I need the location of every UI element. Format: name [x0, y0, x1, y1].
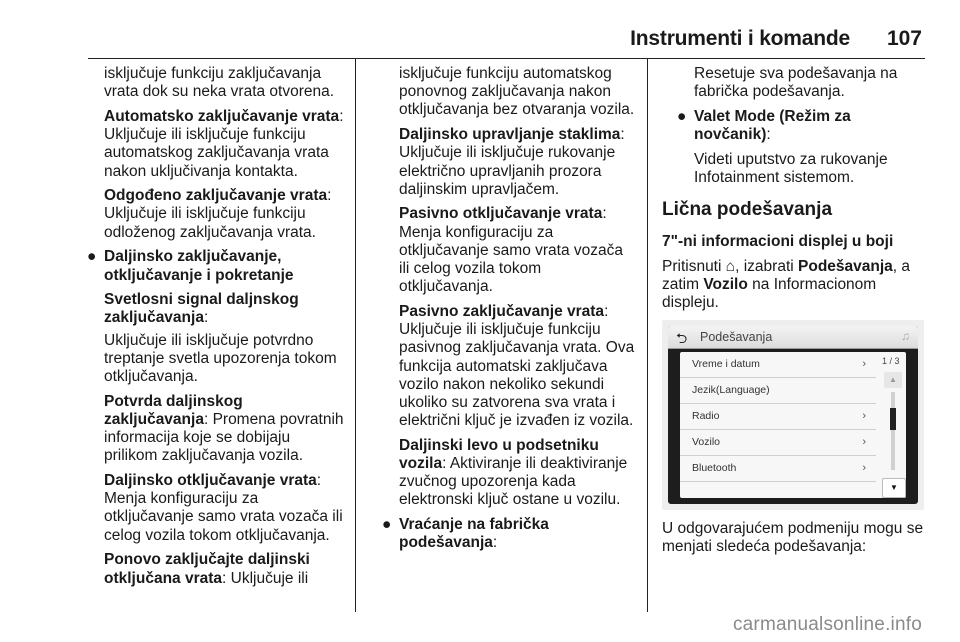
section-heading: Lična podešavanja [662, 199, 833, 221]
paragraph [399, 205, 637, 296]
definition: : Uključuje ili isključuje funkciju automatskog zaključavanja vrata nakon uključivanja kontakta. [104, 107, 344, 180]
page-number: 107 [886, 27, 922, 50]
term: Pasivno otključavanje vrata [399, 205, 603, 223]
term: Daljinski levo u podsetniku vozila [399, 436, 599, 473]
term: Podešavanja [798, 257, 893, 275]
term: Valet Mode (Režim za novčanik) [694, 107, 851, 144]
screen-title: Podešavanja [700, 330, 773, 344]
chevron-right-icon: › [862, 410, 866, 422]
definition: : Uključuje ili isključuje rukovanje električno upravljanih prozora daljinskim upravljačem. [399, 126, 625, 198]
menu-list [680, 352, 876, 482]
menu-item-label: Jezik(Language) [692, 384, 770, 396]
continued-text: Resetuje sva podešavanja na fabrička podešavanja. [694, 65, 898, 101]
menu-item-label: Bluetooth [692, 462, 737, 474]
menu-item[interactable] [680, 404, 876, 430]
menu-item[interactable] [680, 430, 876, 456]
definition: : [203, 309, 209, 327]
menu-item[interactable] [680, 456, 876, 482]
bullet-dot: ● [382, 516, 392, 534]
definition: : Aktiviranje ili deaktiviranje zvučnog upozorenja kada elektronski ključ ostane u vozilu. [399, 455, 628, 509]
definition: : Promena povratnih informacija koje se dobijaju prilikom zaključavanja vozila. [104, 410, 344, 465]
screen-title-bar [668, 326, 918, 349]
chapter-title: Instrumenti i komande [630, 27, 850, 50]
text: , izabrati [735, 257, 799, 275]
paragraph [104, 551, 344, 587]
page-header [0, 0, 960, 60]
page-indicator: 1 / 3 [882, 356, 900, 366]
continued-text: isključuje funkciju automatskog ponovnog zaključavanja nakon otključavanja bez otvaranja vozila. [399, 65, 635, 119]
bullet-item [677, 107, 928, 144]
scroll-panel [880, 352, 906, 498]
paragraph [399, 437, 637, 510]
chevron-right-icon: › [862, 436, 866, 448]
settings-screen-image [662, 320, 924, 510]
display-frame [668, 326, 918, 504]
paragraph [104, 393, 344, 466]
home-icon: ⌂ [725, 257, 736, 275]
column-divider-left [355, 58, 356, 612]
scrollbar-track[interactable] [891, 392, 895, 470]
menu-item-label: Vreme i datum [692, 358, 760, 370]
definition: : Uključuje ili isključuje funkciju pasivnog zaključavanja vrata. Ova funkcija automatski zaključava vozilo nakon nekoliko sekundi ukoliko su zatvorena sva vrata i električni ključ je izvađen iz vozila. [399, 302, 635, 430]
term: Svetlosni signal daljnskog zaključavanja [104, 291, 299, 327]
column-1 [87, 65, 344, 594]
subsection-heading: 7"-ni informacioni displej u boji [662, 233, 894, 251]
definition: : Menja konfiguraciju za otključavanje samo vrata vozača ili celog vozila tokom otključavanja. [104, 472, 343, 544]
bullet-dot: ● [87, 248, 97, 266]
definition: : Uključuje ili [222, 569, 309, 587]
text: , a zatim [662, 257, 911, 293]
paragraph [104, 187, 344, 242]
menu-item[interactable] [680, 352, 876, 378]
column-2 [382, 65, 637, 559]
definition: : Uključuje ili isključuje funkciju odloženog zaključavanja vrata. [104, 187, 332, 241]
menu-item-label: Vozilo [692, 436, 721, 448]
term: Ponovo zaključajte daljinski otključana vrata [104, 551, 310, 587]
paragraph: Videti uputstvo za rukovanje Infotainment sistemom. [694, 150, 888, 187]
bullet-item [382, 516, 637, 552]
text: Pritisnuti [662, 257, 726, 275]
term: Pasivno zaključavanje vrata [399, 302, 605, 320]
definition: : [492, 534, 498, 552]
scroll-up-button[interactable]: ▲ [884, 372, 902, 388]
definition: : Menja konfiguraciju za otključavanje samo vrata vozača ili celog vozila tokom otključavanja. [399, 205, 624, 296]
term: Vraćanje na fabrička podešavanja [399, 516, 549, 552]
watermark: carmanualsonline.info [732, 614, 922, 635]
header-rule [88, 58, 925, 59]
term: Vozilo [703, 275, 748, 293]
text: na Informacionom displeju. [662, 275, 877, 312]
chevron-right-icon: › [862, 462, 866, 474]
scroll-down-button[interactable]: ▼ [882, 478, 906, 498]
paragraph [104, 108, 344, 181]
bullet-text: Daljinsko zaključavanje, otključavanje i pokretanje [104, 248, 294, 284]
term: Daljinsko upravljanje staklima [399, 126, 621, 144]
paragraph [399, 303, 637, 430]
paragraph: Uključuje ili isključuje potvrdno treptanje svetla upozorenja tokom otključavanja. [104, 331, 337, 386]
term: Daljinsko otključavanje vrata [104, 472, 317, 490]
menu-item-label: Radio [692, 410, 720, 422]
screen-menu [680, 352, 906, 498]
menu-item[interactable] [680, 378, 876, 404]
bullet-dot: ● [677, 107, 687, 125]
term: Potvrda daljinskog zaključavanja [104, 392, 243, 428]
bullet-item [87, 248, 344, 284]
definition: : [766, 126, 771, 144]
scrollbar-thumb[interactable] [890, 408, 896, 430]
term: Automatsko zaključavanje vrata [104, 107, 340, 125]
chevron-right-icon: › [862, 358, 866, 370]
column-divider-right [647, 58, 648, 612]
paragraph [104, 472, 344, 545]
paragraph [662, 258, 928, 313]
music-note-icon: ♫ [901, 329, 910, 343]
term: Odgođeno zaključavanje vrata [104, 187, 328, 205]
paragraph [399, 126, 637, 199]
continued-text: isključuje funkciju zaključavanja vrata dok su neka vrata otvorena. [104, 65, 335, 101]
paragraph [104, 291, 344, 327]
paragraph: U odgovarajućem podmeniju mogu se menjati sledeća podešavanja: [662, 520, 924, 556]
back-icon[interactable]: ⮌ [676, 330, 688, 346]
